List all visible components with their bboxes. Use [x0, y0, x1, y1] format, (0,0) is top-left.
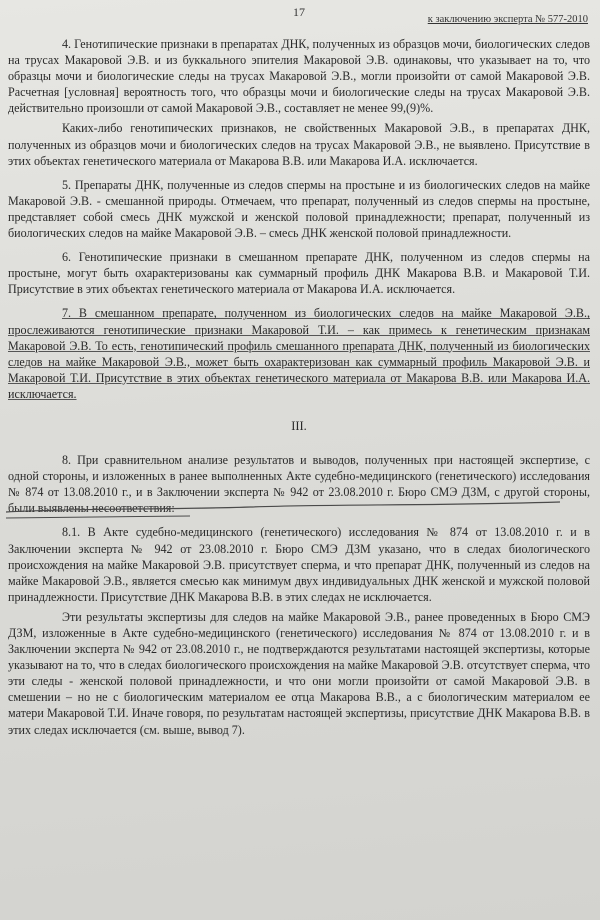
- paragraph-8-1: 8.1. В Акте судебно-медицинского (генетического) исследования № 874 от 13.08.2010 г. и в Заключении эксперта № 942 от 23.08.2010 г. Бюро СМЭ ДЗМ указано, что в следах биологического происхождения на майке Макаровой Э.В. присутствует сперма, и что препарат ДНК, полученный из следов на майке Макаровой Э.В., является смесью как минимум двух индивидуальных ДНК женской и мужской половой принадлежности. Присутствие ДНК Макарова В.В. в этих следах не исключается.: [8, 525, 590, 604]
- paragraph-8-1-continued: Эти результаты экспертизы для следов на майке Макаровой Э.В., ранее проведенных в Бюро СМЭ ДЗМ, изложенные в Акте судебно-медицинского (генетического) исследования № 874 от 13.08.2010 г. и в Заключении эксперта № 942 от 23.08.2010 г., не подтверждаются результатами настоящей экспертизы, которые указывают на то, что в следах биологического происхождения на майке Макаровой Э.В. отсутствует сперма, что эти следы - женской половой принадлежности, и что они могли произойти от самой Макаровой Э.В. в смешении – но не с биологическим материалом ее отца Макарова В.В., а с биологическим материалом ее матери Макаровой Т.И. Иначе говоря, по результатам настоящей экспертизы, присутствие ДНК Макарова В.В. в этих следах исключается (см. выше, вывод 7).: [8, 609, 590, 737]
- paragraph-5: 5. Препараты ДНК, полученные из следов спермы на простыне и из биологических следов на майке Макаровой Э.В. - смешанной природы. Отмечаем, что препарат, полученный из следов спермы на простыне, представляет собой смесь ДНК мужской и женской половой принадлежности; препарат, полученный из биологических следов на майке Макаровой Э.В. – смесь ДНК женской половой принадлежности.: [8, 177, 590, 241]
- paragraph-4-continued: Каких-либо генотипических признаков, не свойственных Макаровой Э.В., в препаратах ДНК, полученных из образцов мочи и биологических следов на трусах Макаровой Э.В., не выявлено. Присутствие в этих объектах генетического материала от Макарова В.В. или Макарова И.А. исключается.: [8, 121, 590, 168]
- paragraph-6: 6. Генотипические признаки в смешанном препарате ДНК, полученном из следов спермы на простыне, могут быть охарактеризованы как суммарный профиль ДНК Макарова В.В. и Макаровой Т.И. Присутствие в этих объектах генетического материала от Макарова И.А. исключается.: [8, 250, 590, 297]
- paragraph-8: 8. При сравнительном анализе результатов и выводов, полученных при настоящей экспертизе, с одной стороны, и изложенных в ранее выполненных Акте судебно-медицинского (генетического) исследования № 874 от 13.08.2010 г., и в Заключении эксперта № 942 от 23.08.2010 г. Бюро СМЭ ДЗМ, с другой стороны, были выявлены несоответствия:: [8, 453, 590, 516]
- header-reference: к заключению эксперта № 577-2010: [427, 14, 588, 25]
- section-heading-iii: III.: [291, 418, 307, 433]
- paragraph-7: 7. В смешанном препарате, полученном из биологических следов на майке Макаровой Э.В., прослеживаются генотипические признаки Макаровой Т.И. – как примесь к генетическим признакам Макаровой Э.В. То есть, генотипический профиль смешанного препарата ДНК, полученный из биологических следов на майке Макаровой Э.В., может быть охарактеризован как суммарный профиль Макаровой Э.В. и Макаровой Т.И. Присутствие в этих объектах генетического материала от Макарова В.В. или Макарова И.А. исключается.: [8, 306, 590, 401]
- paragraph-4: 4. Генотипические признаки в препаратах ДНК, полученных из образцов мочи, биологических следов на трусах Макаровой Э.В. и из буккального эпителия Макаровой Э.В. одинаковы, что указывает на то, что образцы мочи и биологические следы на трусах Макаровой Э.В., могли произойти от самой Макаровой Э.В. Расчетная [условная] вероятность того, что образцы мочи и биологические следы на трусах Макаровой Э.В. действительно произошли от самой Макаровой Э.В., составляет не менее 99,(9)%.: [8, 37, 590, 116]
- page-number: 17: [293, 5, 305, 19]
